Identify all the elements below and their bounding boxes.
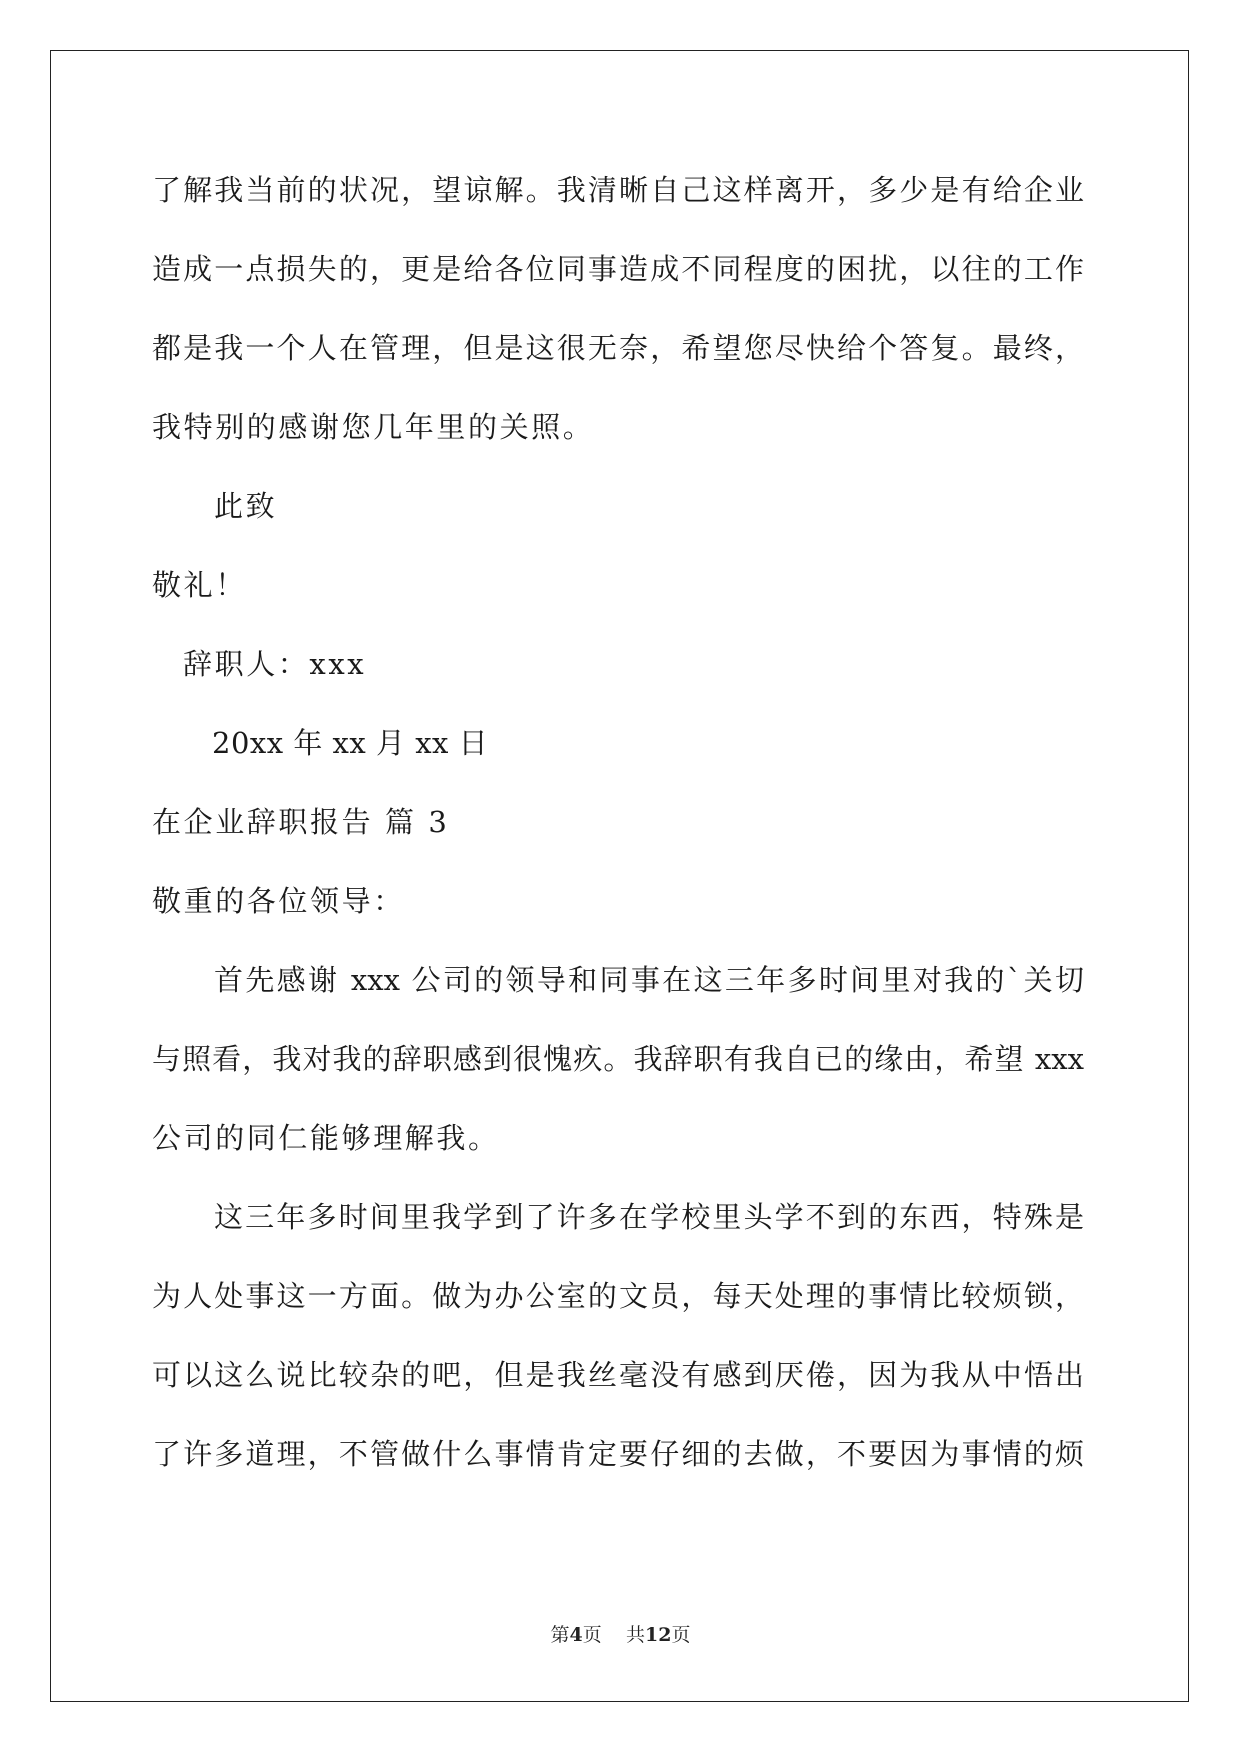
- body-line-15: 为人处事这一方面。做为办公室的文员，每天处理的事情比较烦锁，: [152, 1279, 1084, 1313]
- body-line-1: 了解我当前的状况，望谅解。我清晰自己这样离开，多少是有给企业: [152, 173, 1084, 207]
- footer-total-pages: 12: [644, 1624, 672, 1646]
- section-heading: 在企业辞职报告 篇 3: [152, 805, 450, 839]
- footer-total-suffix: 页: [671, 1624, 691, 1646]
- body-line-2: 造成一点损失的，更是给各位同事造成不同程度的困扰，以往的工作: [152, 252, 1084, 286]
- greeting-line: 敬重的各位领导：: [152, 884, 405, 918]
- body-line-14: 这三年多时间里我学到了许多在学校里头学不到的东西，特殊是: [214, 1200, 1084, 1234]
- body-line-11: 首先感谢 xxx 公司的领导和同事在这三年多时间里对我的`关切: [214, 963, 1084, 997]
- body-line-17: 了许多道理，不管做什么事情肯定要仔细的去做，不要因为事情的烦: [152, 1437, 1084, 1471]
- closing-regards: 敬礼！: [152, 568, 247, 602]
- footer-prefix: 第: [550, 1624, 570, 1646]
- footer-current-page: 4: [569, 1624, 583, 1646]
- closing-salutation: 此致: [214, 489, 278, 523]
- signature-line: 辞职人：xxx: [183, 647, 367, 681]
- page-footer: [0, 1623, 1241, 1647]
- footer-page-suffix: 页: [582, 1624, 602, 1646]
- body-line-3: 都是我一个人在管理，但是这很无奈，希望您尽快给个答复。最终，: [152, 331, 1084, 365]
- footer-total-prefix: 共: [625, 1624, 645, 1646]
- body-line-16: 可以这么说比较杂的吧，但是我丝毫没有感到厌倦，因为我从中悟出: [152, 1358, 1084, 1392]
- body-line-12: 与照看，我对我的辞职感到很愧疚。我辞职有我自已的缘由，希望 xxx: [152, 1042, 1084, 1076]
- body-line-4: 我特别的感谢您几年里的关照。: [152, 410, 595, 444]
- body-line-13: 公司的同仁能够理解我。: [152, 1121, 500, 1155]
- date-line: 20xx 年 xx 月 xx 日: [212, 726, 489, 760]
